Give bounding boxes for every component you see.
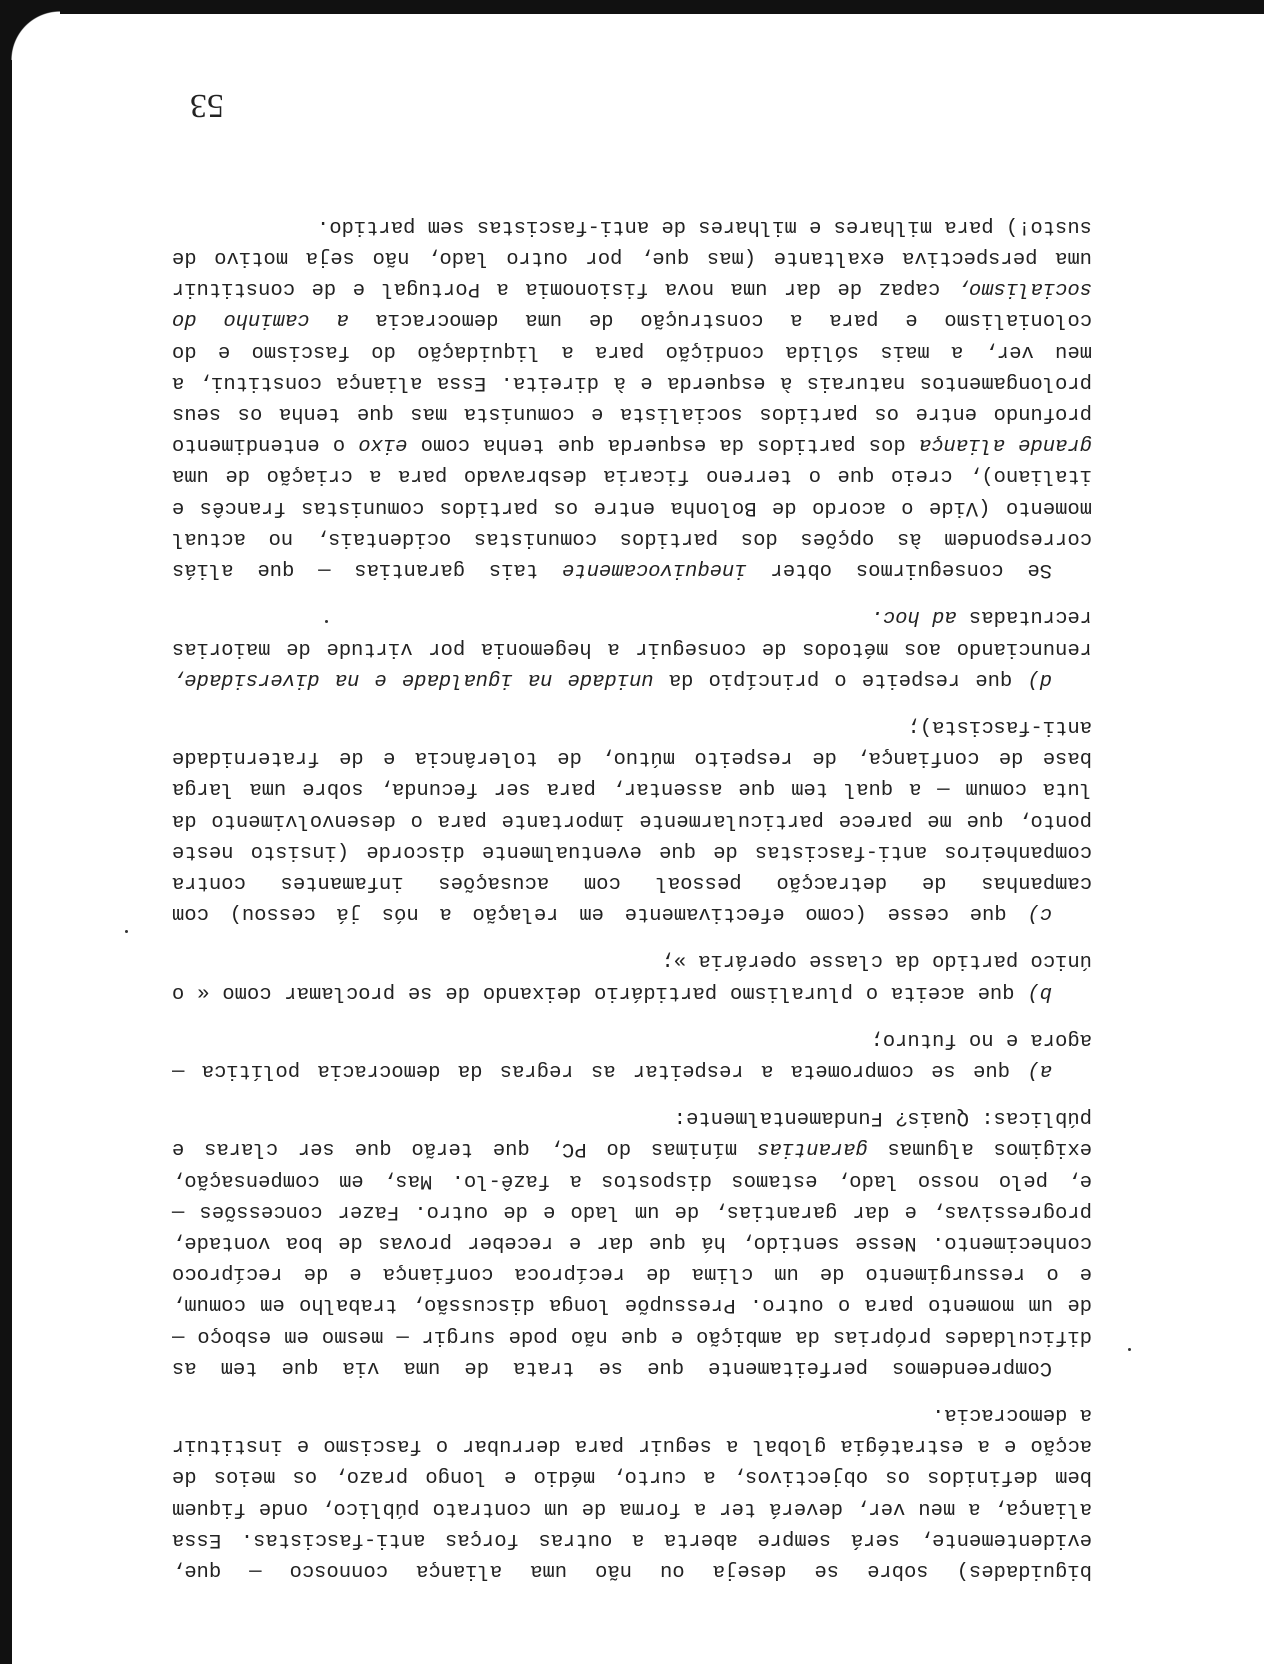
paragraph-2-emphasis: garantias: [756, 1137, 868, 1161]
list-item-a: [172, 1024, 1092, 1086]
item-d-emphasis: unidade na igualdade e na diversidade,: [172, 667, 654, 691]
scan-speck: [125, 930, 128, 933]
scan-border-top: [0, 0, 1264, 14]
paragraph-2-part-a: Compreendemos perfeitamente que se trata de uma via que tem as dificuldades próprias da ambição e que não pode surgir — mesmo em esboço — de um momento para o outro. Pressupõe longa discussão, trabalho em comum, e o ressurgimento de um clima de recíproca confiança e de recíproco conhecimento. Nesse sentido, há que dar e receber provas de boa vontade, progressivas, e dar garantias, de um lado e de outro. Fazer concessões — e, pelo nosso lado, estamos dispostos a fazê-lo. Mas, em compensação, exigimos algumas: [172, 1137, 1092, 1379]
paragraph-3-emphasis-3: eixo: [358, 433, 408, 457]
paragraph-3-part-b: tais garantias — que aliás correspondem às opções dos partidos comunistas ocidentais, no actual momento (Vide o acordo de Bolonha entre os partidos comunistas francês e italiano), creio que o terreno ficaria desbravado para a criação de uma: [172, 464, 1092, 582]
item-d-emphasis-2: ad hoc.: [870, 605, 957, 629]
list-item-c: [172, 711, 1092, 929]
paragraph-3-part-e: capaz de dar uma nova fisionomia a Portugal e de constituir uma perspectiva exaltante (mas que, por outro lado, não seja motivo de susto!) para milhares e milhares de anti-fascistas sem partido.: [172, 214, 1092, 301]
paragraph-3-part-c: dos partidos da esquerda que tenha como: [407, 433, 919, 457]
scan-speck: [325, 620, 328, 623]
body-text: [172, 211, 1092, 1586]
paragraph-3-emphasis-4: a caminho do socialismo,: [171, 277, 1092, 332]
paragraph-1: biguidades) sobre se deseja ou não uma aliança connosco — que, evidentemente, será sempre aberta a outras forças anti-fascistas. Essa aliança, a meu ver, deverá ter a forma de um contrato público, onde fiquem bem definidos os objectivos, a curto, médio e longo prazo, os meios de acção e a estratégia global a seguir para derrubar o fascismo e instituir a democracia.: [172, 1402, 1092, 1582]
item-c-text: que cesse (como efectivamente em relação a nós já cessou) com campanhas de detracção pessoal com acusações infamantes contra companheiros anti-fascistas de que eventualmente discorde (insisto neste ponto, que me parece particularmente importante para o desenvolvimento da luta comum — a qual tem que assentar, para ser fecunda, sobre uma larga base de confiança, de respeito mútuo, de tolerância e de fraternidade anti-fascista);: [172, 714, 1092, 926]
paragraph-3: [172, 211, 1092, 585]
scan-border-left: [0, 0, 12, 1664]
page-number: 53: [190, 87, 224, 124]
scan-corner: [0, 0, 60, 60]
item-d-label: d): [1027, 667, 1052, 691]
item-b-label: b): [1027, 980, 1052, 1004]
paragraph-3-part-d: o entendimento profundo entre os partidos socialista e comunista mas que tenha os seus prolongamentos naturais à esquerda e à direita. Essa aliança constitui, a meu ver, a mais sólida condição para a liquidação do fascismo e do colonialismo e para a construção de uma democracia: [172, 308, 1092, 457]
paragraph-3-emphasis-2: grande aliança: [918, 433, 1092, 457]
list-item-b: [172, 945, 1092, 1007]
item-b-text: que aceita o pluralismo partidário deixando de se proclamar como « o único partido da classe operária »;: [172, 949, 1092, 1004]
list-item-d: [172, 601, 1092, 695]
paragraph-2-part-b: mínimas do PC, que terão que ser claras e públicas: Quais? Fundamentalmente:: [172, 1106, 1092, 1161]
item-d-part-a: que respeite o princípio da: [653, 667, 1028, 691]
item-c-label: c): [1027, 902, 1052, 926]
scan-speck: [1128, 1348, 1131, 1351]
paragraph-3-emphasis-1: inequivocamente: [562, 558, 747, 582]
item-a-text: que se comprometa a respeitar as regras da democracia política — agora e no futuro;: [172, 1027, 1092, 1082]
item-d-part-b: renunciando aos métodos de conseguir a hegemonia por virtude de maiorias recrutadas: [172, 605, 1092, 660]
paragraph-2: [172, 1102, 1092, 1383]
paragraph-3-part-a: Se conseguirmos obter: [746, 558, 1052, 582]
item-a-label: a): [1027, 1058, 1052, 1082]
